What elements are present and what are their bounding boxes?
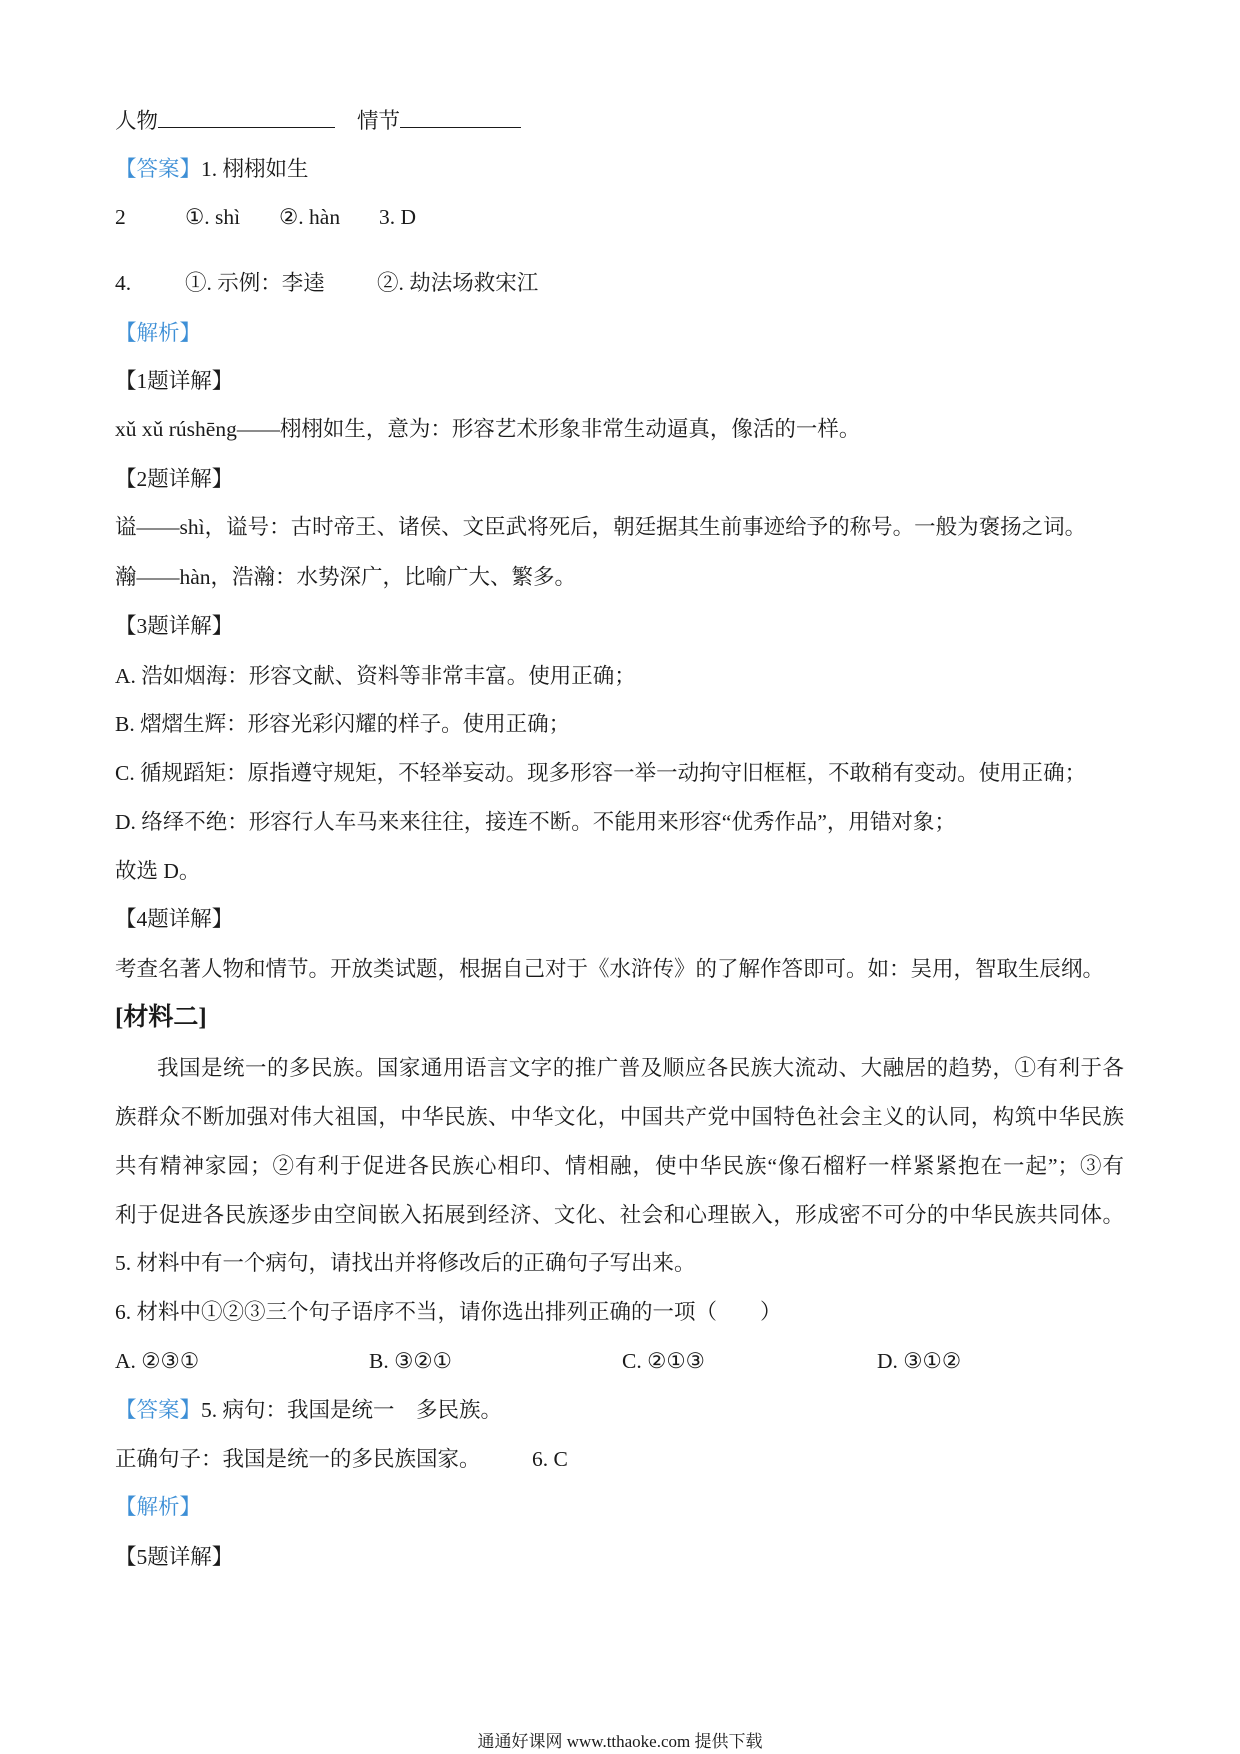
character-plot-blanks (115, 105, 521, 134)
detail-2-line: 瀚——hàn，浩瀚：水势深广，比喻广大、繁多。 (115, 565, 577, 589)
answer-text: 1. 栩栩如生 (201, 157, 309, 181)
question-6-option-b: B. ③②① (369, 1349, 452, 1373)
detail-3-option-d: D. 络绎不绝：形容行人车马来来往往，接连不断。不能用来形容“优秀作品”，用错对象； (115, 810, 956, 834)
detail-4-heading: 【4题详解】 (115, 907, 234, 931)
answer-line-1 (115, 156, 309, 182)
answer-line-5 (115, 1397, 502, 1423)
material-2-line: 利于促进各民族逐步由空间嵌入拓展到经济、文化、社会和心理嵌入，形成密不可分的中华民族共同体。 (115, 1203, 1124, 1227)
footer-source: 通通好课网 www.tthaoke.com 提供下载 (477, 1732, 763, 1751)
material-2-title: [材料二] (115, 1004, 207, 1031)
material-2-line: 族群众不断加强对伟大祖国，中华民族、中华文化，中国共产党中国特色社会主义的认同，构筑中华民族 (115, 1105, 1124, 1129)
material-2-line: 共有精神家园；②有利于促进各民族心相印、情相融，使中华民族“像石榴籽一样紧紧抱在一起”；③有 (115, 1154, 1124, 1178)
detail-5-heading: 【5题详解】 (115, 1545, 234, 1569)
analysis-tag: 【解析】 (115, 321, 202, 345)
plot-label: 情节 (357, 109, 401, 133)
detail-3-option-b: B. 熠熠生辉：形容光彩闪耀的样子。使用正确； (115, 712, 571, 736)
detail-2-line: 谥——shì，谥号：古时帝王、诸侯、文臣武将死后，朝廷据其生前事迹给予的称号。一般为褒扬之词。 (115, 515, 1087, 539)
detail-3-option-c: C. 循规蹈矩：原指遵守规矩，不轻举妄动。现多形容一举一动拘守旧框框，不敢稍有变动。使用正确； (115, 761, 1087, 785)
plot-blank (400, 105, 521, 128)
question-6-option-c: C. ②①③ (622, 1349, 705, 1373)
answer-2-number: 2 (115, 205, 126, 229)
analysis-tag: 【解析】 (115, 1495, 202, 1519)
question-6-option-a: A. ②③① (115, 1349, 200, 1373)
detail-3-option-a: A. 浩如烟海：形容文献、资料等非常丰富。使用正确； (115, 664, 636, 688)
answer-4-item-2: ②. 劫法场救宋江 (377, 271, 539, 295)
detail-3-heading: 【3题详解】 (115, 614, 234, 638)
question-5: 5. 材料中有一个病句，请找出并将修改后的正确句子写出来。 (115, 1251, 696, 1275)
answer-tag: 【答案】 (115, 157, 202, 181)
answer-2-item-2: ②. hàn (279, 205, 341, 229)
answer-6: 6. C (532, 1447, 568, 1471)
answer-4-item-1: ①. 示例：李逵 (185, 271, 325, 295)
detail-2-heading: 【2题详解】 (115, 467, 234, 491)
person-label: 人物 (115, 109, 159, 133)
person-blank (158, 105, 335, 128)
detail-3-conclusion: 故选 D。 (115, 859, 201, 883)
detail-1-line: xǔ xǔ rúshēng——栩栩如生，意为：形容艺术形象非常生动逼真，像活的一样。 (115, 417, 861, 441)
corrected-sentence: 正确句子：我国是统一的多民族国家。 (115, 1447, 481, 1471)
answer-4-number: 4. (115, 271, 132, 295)
answer-tag: 【答案】 (115, 1398, 202, 1422)
answer-2-item-1: ①. shì (185, 205, 241, 229)
material-2-line: 我国是统一的多民族。国家通用语言文字的推广普及顺应各民族大流动、大融居的趋势，①有利于各 (157, 1056, 1124, 1080)
detail-1-heading: 【1题详解】 (115, 369, 234, 393)
answer-text: 5. 病句：我国是统一 多民族。 (201, 1398, 503, 1422)
detail-4-line: 考查名著人物和情节。开放类试题，根据自己对于《水浒传》的了解作答即可。如：吴用，智取生辰纲。 (115, 957, 1105, 981)
answer-3: 3. D (379, 205, 417, 229)
question-6: 6. 材料中①②③三个句子语序不当，请你选出排列正确的一项（ ） (115, 1300, 782, 1324)
question-6-option-d: D. ③①② (877, 1349, 962, 1373)
